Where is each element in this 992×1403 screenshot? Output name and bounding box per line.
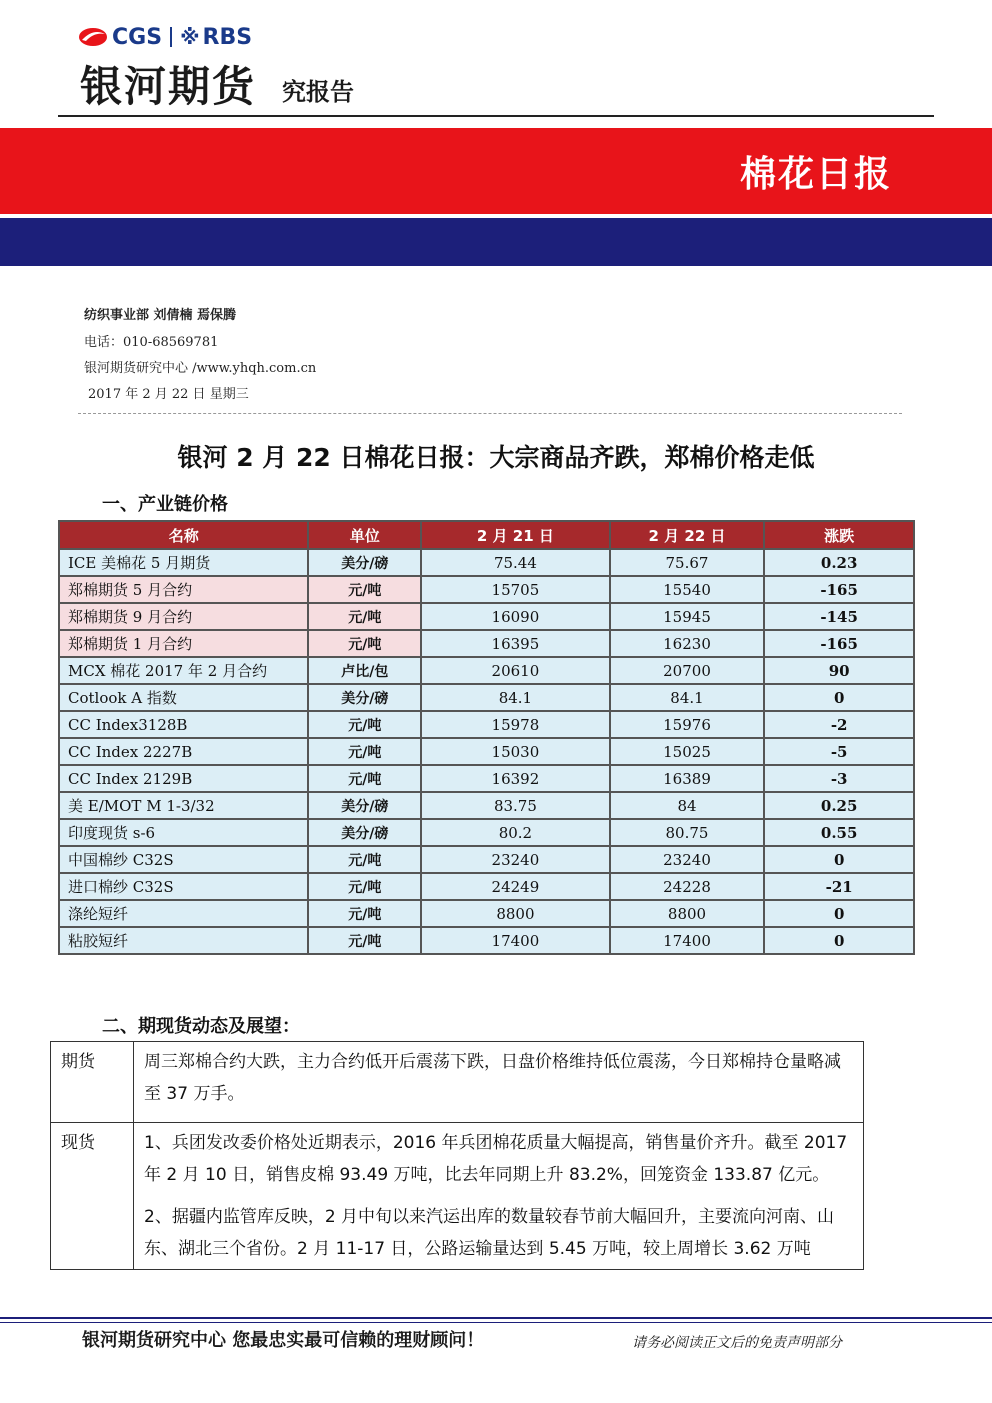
dynamics-table [50, 1041, 864, 1270]
report-date: 2017 年 2 月 22 日 星期三 [88, 387, 249, 402]
banner-blue-band [0, 218, 992, 266]
row-feb21: 84.1 [421, 684, 610, 711]
dashed-divider [78, 413, 902, 414]
col-header-name: 名称 [59, 521, 308, 549]
row-change: 0 [764, 846, 914, 873]
row-name: 粘胶短纤 [59, 927, 308, 954]
row-name: 印度现货 s-6 [59, 819, 308, 846]
row-feb22: 15945 [610, 603, 765, 630]
futures-row [51, 1042, 864, 1123]
row-feb22: 20700 [610, 657, 765, 684]
row-change: 0.23 [764, 549, 914, 576]
row-unit: 元/吨 [308, 711, 421, 738]
row-unit: 元/吨 [308, 927, 421, 954]
col-header-unit: 单位 [308, 521, 421, 549]
row-name: CC Index 2129B [59, 765, 308, 792]
table-row [59, 630, 914, 657]
row-feb22: 15976 [610, 711, 765, 738]
row-feb22: 15025 [610, 738, 765, 765]
futures-label: 期货 [51, 1042, 134, 1123]
row-feb21: 17400 [421, 927, 610, 954]
footer-slogan: 银河期货研究中心 您最忠实最可信赖的理财顾问！ [82, 1330, 485, 1351]
row-feb22: 24228 [610, 873, 765, 900]
logo-rbs-text: RBS [202, 24, 253, 50]
row-feb22: 8800 [610, 900, 765, 927]
row-feb22: 16389 [610, 765, 765, 792]
row-change: 90 [764, 657, 914, 684]
row-feb21: 20610 [421, 657, 610, 684]
table-row [59, 711, 914, 738]
row-unit: 元/吨 [308, 576, 421, 603]
row-feb22: 15540 [610, 576, 765, 603]
table-row [59, 846, 914, 873]
cgs-swoosh-icon [78, 26, 108, 48]
row-name: 美 E/MOT M 1-3/32 [59, 792, 308, 819]
row-name: CC Index3128B [59, 711, 308, 738]
row-change: 0.25 [764, 792, 914, 819]
row-feb21: 75.44 [421, 549, 610, 576]
row-change: -2 [764, 711, 914, 738]
row-unit: 元/吨 [308, 630, 421, 657]
row-change: -21 [764, 873, 914, 900]
col-header-change: 涨跌 [764, 521, 914, 549]
footer-rule-thin [0, 1322, 992, 1323]
row-feb22: 75.67 [610, 549, 765, 576]
author-department: 纺织事业部 刘倩楠 焉保腾 [84, 308, 237, 323]
row-change: -165 [764, 576, 914, 603]
spot-paragraph-1: 1、兵团发改委价格处近期表示，2016 年兵团棉花质量大幅提高，销售量价齐升。截至 2017 年 2 月 10 日，销售皮棉 93.49 万吨，比去年同期上升 83.2%，回笼资金 133.87 亿元。 [144, 1133, 848, 1185]
table-row [59, 927, 914, 954]
row-feb21: 8800 [421, 900, 610, 927]
header-rule [58, 115, 934, 117]
row-unit: 元/吨 [308, 846, 421, 873]
col-header-feb21: 2 月 21 日 [421, 521, 610, 549]
row-change: 0 [764, 900, 914, 927]
section-2-title: 二、期现货动态及展望： [102, 1016, 300, 1037]
row-name: 郑棉期货 1 月合约 [59, 630, 308, 657]
row-feb22: 84 [610, 792, 765, 819]
row-change: -3 [764, 765, 914, 792]
section-1-title: 一、产业链价格 [102, 494, 228, 515]
row-change: 0 [764, 927, 914, 954]
row-unit: 卢比/包 [308, 657, 421, 684]
row-feb21: 15978 [421, 711, 610, 738]
rbs-mark-icon: ※ [180, 25, 200, 49]
footer-disclaimer-note: 请务必阅读正文后的免责声明部分 [632, 1335, 842, 1351]
row-unit: 元/吨 [308, 873, 421, 900]
table-row [59, 819, 914, 846]
row-name: 郑棉期货 5 月合约 [59, 576, 308, 603]
table-row [59, 657, 914, 684]
row-change: -5 [764, 738, 914, 765]
table-row [59, 900, 914, 927]
row-name: 郑棉期货 9 月合约 [59, 603, 308, 630]
price-table [58, 520, 915, 955]
spot-paragraph-2: 2、据疆内监管库反映，2 月中旬以来汽运出库的数量较春节前大幅回升，主要流向河南、山东、湖北三个省份。2 月 11-17 日，公路运输量达到 5.45 万吨，较上周增长 3.62 万吨 [144, 1207, 835, 1259]
row-change: -165 [764, 630, 914, 657]
row-feb21: 83.75 [421, 792, 610, 819]
research-center-website[interactable]: 银河期货研究中心 /www.yhqh.com.cn [84, 361, 317, 376]
table-row [59, 738, 914, 765]
report-title: 银河 2 月 22 日棉花日报：大宗商品齐跌，郑棉价格走低 [177, 443, 815, 472]
row-feb21: 80.2 [421, 819, 610, 846]
row-feb22: 23240 [610, 846, 765, 873]
row-feb21: 24249 [421, 873, 610, 900]
banner-title: 棉花日报 [739, 154, 892, 195]
col-header-feb22: 2 月 22 日 [610, 521, 765, 549]
row-unit: 美分/磅 [308, 792, 421, 819]
row-feb22: 16230 [610, 630, 765, 657]
table-row [59, 765, 914, 792]
row-feb21: 15705 [421, 576, 610, 603]
table-row [59, 684, 914, 711]
table-row [59, 792, 914, 819]
row-unit: 元/吨 [308, 603, 421, 630]
row-unit: 元/吨 [308, 765, 421, 792]
table-row [59, 549, 914, 576]
row-name: MCX 棉花 2017 年 2 月合约 [59, 657, 308, 684]
row-feb21: 15030 [421, 738, 610, 765]
logo-cgs-text: CGS [112, 24, 163, 50]
futures-text-cell [134, 1042, 864, 1123]
row-name: 涤纶短纤 [59, 900, 308, 927]
row-name: CC Index 2227B [59, 738, 308, 765]
table-row [59, 603, 914, 630]
spot-text-cell [134, 1123, 864, 1270]
author-phone: 电话：010-68569781 [84, 335, 219, 350]
row-unit: 元/吨 [308, 738, 421, 765]
row-unit: 元/吨 [308, 900, 421, 927]
row-change: 0 [764, 684, 914, 711]
row-name: ICE 美棉花 5 月期货 [59, 549, 308, 576]
price-table-header [59, 521, 914, 549]
row-unit: 美分/磅 [308, 549, 421, 576]
row-feb22: 84.1 [610, 684, 765, 711]
table-row [59, 576, 914, 603]
futures-text: 周三郑棉合约大跌，主力合约低开后震荡下跌，日盘价格维持低位震荡，今日郑棉持仓量略减至 37 万手。 [144, 1052, 841, 1104]
row-feb22: 17400 [610, 927, 765, 954]
row-change: -145 [764, 603, 914, 630]
brand-name: 银河期货 [80, 62, 257, 111]
row-feb22: 80.75 [610, 819, 765, 846]
row-feb21: 16090 [421, 603, 610, 630]
brand-subtitle: 究报告 [282, 78, 354, 106]
row-name: 进口棉纱 C32S [59, 873, 308, 900]
spot-row [51, 1123, 864, 1270]
row-feb21: 16392 [421, 765, 610, 792]
logo-separator [170, 27, 172, 47]
row-unit: 美分/磅 [308, 819, 421, 846]
spot-label: 现货 [51, 1123, 134, 1270]
company-logo [78, 22, 252, 52]
row-feb21: 23240 [421, 846, 610, 873]
row-name: Cotlook A 指数 [59, 684, 308, 711]
row-change: 0.55 [764, 819, 914, 846]
table-row [59, 873, 914, 900]
row-name: 中国棉纱 C32S [59, 846, 308, 873]
row-unit: 美分/磅 [308, 684, 421, 711]
row-feb21: 16395 [421, 630, 610, 657]
footer-rule [0, 1317, 992, 1319]
